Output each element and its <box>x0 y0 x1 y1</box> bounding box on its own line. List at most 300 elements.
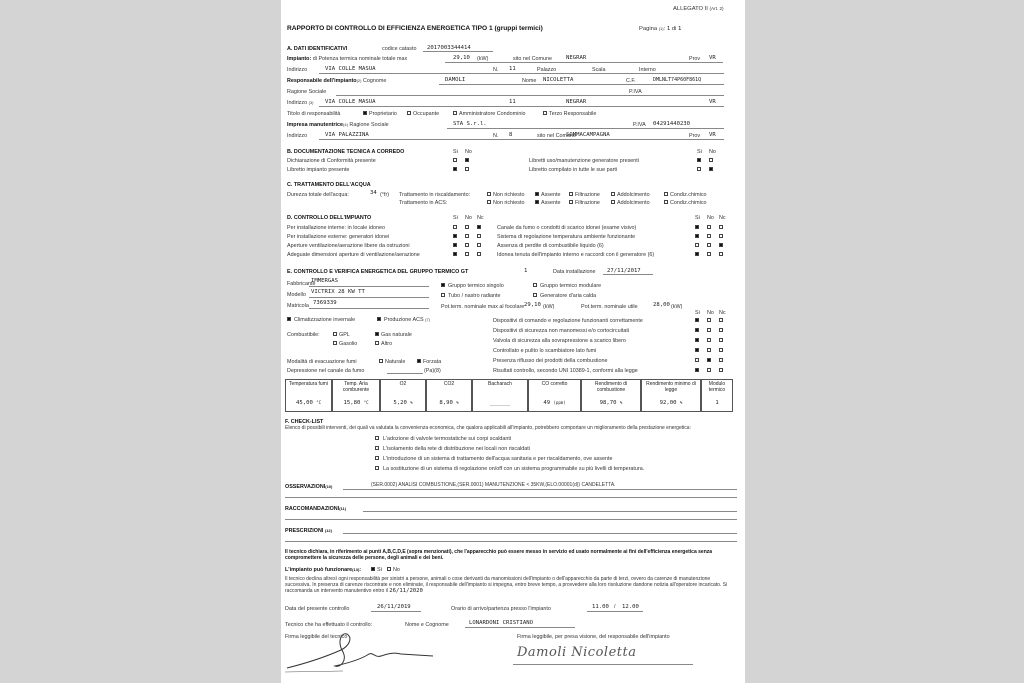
checklist-item: La sostituzione di un sistema di regolazione on/off con un sistema programmabile su più livelli di temperatura. <box>383 466 645 472</box>
clima-label: Climatizzazione invernale <box>294 317 356 323</box>
e-check-item: Valvola di sicurezza alla sovrapressione a scarico libero <box>493 338 626 344</box>
prescrizioni-label <box>285 528 332 534</box>
osservazioni-value: (SER.0002) ANALISI COMBUSTIONE,(SER.0001) MANUTENZIONE < 35KW,(ELO.00001(d)) CANDELETTA. <box>371 482 616 488</box>
d-checkbox[interactable] <box>465 243 469 247</box>
cell-value: 15,80 <box>343 400 361 406</box>
d-checkbox[interactable] <box>707 252 711 256</box>
pot-focolare-value: 29,10 <box>524 302 541 308</box>
d-checkbox[interactable] <box>465 225 469 229</box>
e-checkbox[interactable] <box>695 318 699 322</box>
checklist-item: L'isolamento della rete di distribuzione nei locali non riscaldati <box>383 446 530 452</box>
table-value <box>427 400 471 406</box>
page-num: 1 <box>666 26 671 32</box>
d-checkbox[interactable] <box>719 225 723 229</box>
d-checkbox[interactable] <box>695 234 699 238</box>
date-label: Data del presente controllo <box>285 606 350 612</box>
table-header: Temp. Aria comburente <box>342 381 370 393</box>
impresa-sup: (4) <box>343 122 348 127</box>
address-label: Indirizzo <box>287 67 308 73</box>
impresa-piva-value: 04291440230 <box>653 121 691 127</box>
evac-checkbox[interactable] <box>417 359 421 363</box>
cell-unit: % <box>456 400 459 405</box>
c-opt: Filtrazione <box>575 192 600 198</box>
c-checkbox[interactable] <box>487 200 491 204</box>
c-opt: Condiz.chimico <box>670 192 707 198</box>
d-item-right: Assenza di perdite di combustibile liquido (6) <box>497 243 604 249</box>
d-item-right: Idonea tenuta dell'impianto interno e raccordi con il generatore (6) <box>497 252 655 258</box>
n3-label: N. <box>493 133 499 139</box>
table-cell <box>528 379 581 412</box>
table-value <box>582 400 640 406</box>
e-check-item: Dispositivi di comando e regolazione funzionanti correttamente <box>493 318 643 324</box>
cell-unit: (ppm) <box>553 400 566 405</box>
b-checkbox[interactable] <box>453 167 457 171</box>
impresa-value: STA S.r.l. <box>453 121 487 127</box>
n-label: N. <box>493 67 499 73</box>
address2-text: Indirizzo <box>287 100 308 106</box>
gen-checkbox[interactable] <box>533 293 537 297</box>
plant-row <box>287 56 407 62</box>
address-line <box>319 73 724 74</box>
checkbox-proprietario[interactable] <box>363 111 367 115</box>
table-cell <box>701 379 733 412</box>
table-cell <box>426 379 472 412</box>
d-checkbox[interactable] <box>695 225 699 229</box>
e-checkbox[interactable] <box>695 368 699 372</box>
resp-line <box>439 84 724 85</box>
tecnico-name-label: Nome e Cognome <box>405 622 449 628</box>
address3-line <box>319 139 724 140</box>
b-item-right-1: Libretto compilato in tutte le sue parti <box>529 167 618 173</box>
comb-opt: Gas naturale <box>381 332 412 338</box>
table-value <box>642 400 700 406</box>
ragione-line <box>336 95 724 96</box>
d-checkbox[interactable] <box>477 234 481 238</box>
titolo-label: Titolo di responsabilità <box>287 111 341 117</box>
e-checkbox[interactable] <box>707 328 711 332</box>
c-opt: Non richiesto <box>493 192 525 198</box>
n-value: 11 <box>509 66 516 72</box>
c-checkbox[interactable] <box>611 192 615 196</box>
osservazioni-sup: (10) <box>325 484 333 489</box>
resp-sup: (2) <box>356 78 362 83</box>
raccomandazioni-line <box>363 511 737 512</box>
evac-opt: Forzata <box>423 359 442 365</box>
e-check-item: Presenza riflusso dei prodotti della combustione <box>493 358 608 364</box>
comb-checkbox[interactable] <box>375 332 379 336</box>
orario-sep: / <box>614 604 616 610</box>
c-checkbox[interactable] <box>569 200 573 204</box>
can-operate-yes-checkbox[interactable] <box>371 567 375 571</box>
d-item-left: Aperture ventilazione/aerazione libere da ostruzioni <box>287 243 410 249</box>
e-checkbox[interactable] <box>719 368 723 372</box>
prov-label: Prov <box>689 56 701 62</box>
e-checkbox[interactable] <box>719 318 723 322</box>
name-value: NICOLETTA <box>543 77 574 83</box>
checkbox-occupante[interactable] <box>407 111 411 115</box>
matricola-line <box>309 308 429 309</box>
b-item-left-1: Libretto impianto presente <box>287 167 350 173</box>
install-date-line <box>603 274 653 275</box>
e-checkbox[interactable] <box>695 328 699 332</box>
e-check-item: Dispositivi di sicurezza non manomessi e/o cortocircuitati <box>493 328 630 334</box>
report-title: RAPPORTO DI CONTROLLO DI EFFICIENZA ENERGETICA TIPO 1 (gruppi termici) <box>287 25 543 32</box>
d-col-nc-r: Nc <box>719 215 726 221</box>
d-checkbox[interactable] <box>695 243 699 247</box>
b-si-left: Si <box>453 149 458 155</box>
d-checkbox[interactable] <box>453 252 457 256</box>
c-checkbox[interactable] <box>611 200 615 204</box>
checkbox-amministratore[interactable] <box>453 111 457 115</box>
gen-opt: Gruppo termico singolo <box>448 283 504 289</box>
cell-unit: °C <box>363 400 369 405</box>
table-header: Rendimento di combustione <box>594 381 628 393</box>
e-checkbox[interactable] <box>707 338 711 342</box>
section-c-heading: C. TRATTAMENTO DELL'ACQUA <box>287 182 371 188</box>
impresa-row <box>287 122 389 128</box>
declaration-p1: Il tecnico dichiara, in riferimento ai punti A,B,C,D,E (sopra menzionati), che l'apparecchio può essere messo in servizio ed usato normalmente ai fini dell'efficienza energetica senza compromettere la sicurezza delle persone, degli animali e dei beni. <box>285 549 713 561</box>
cadastre-value: 2017003344414 <box>427 45 471 51</box>
cf-value: DMLNLT74P60F861Q <box>653 77 702 83</box>
evac-checkbox[interactable] <box>379 359 383 363</box>
c-opt: Condiz.chimico <box>670 200 707 206</box>
e-col-si: Si <box>695 310 700 316</box>
scala-label: Scala <box>592 67 606 73</box>
page-total: 1 <box>677 26 682 32</box>
comb-opt: Gasolio <box>339 341 358 347</box>
tecnico-label: Tecnico che ha effettuato il controllo: <box>285 622 373 628</box>
e-checkbox[interactable] <box>707 358 711 362</box>
gen-checkbox[interactable] <box>533 283 537 287</box>
modello-line <box>309 297 429 298</box>
d-checkbox[interactable] <box>465 252 469 256</box>
d-checkbox[interactable] <box>719 243 723 247</box>
report-page <box>281 0 745 683</box>
c-checkbox[interactable] <box>535 192 539 196</box>
resp-row <box>287 78 386 84</box>
cell-unit: °C <box>316 400 322 405</box>
durezza-label: Durezza totale dell'acqua: <box>287 192 349 198</box>
titolo-opt-2: Amministratore Condominio <box>459 111 526 117</box>
e-checkbox[interactable] <box>695 348 699 352</box>
pot-focolare-label: Pot.term. nominale max al focolare <box>441 304 525 310</box>
e-checkbox[interactable] <box>695 338 699 342</box>
cadastre-label: codice catasto <box>382 46 417 52</box>
fabbricante-line <box>309 286 429 287</box>
e-col-nc: Nc <box>719 310 726 316</box>
page-label: Pagina <box>639 26 658 32</box>
next-maintenance-date: 26/11/2020 <box>389 588 423 595</box>
tecnico-line <box>465 627 575 628</box>
evac-opt: Naturale <box>385 359 406 365</box>
cell-value: 8,90 <box>439 400 453 406</box>
d-item-left: Per installazione esterne: generatori idonei <box>287 234 390 240</box>
c-opt: Addolcimento <box>617 192 650 198</box>
n2-value: 11 <box>509 99 516 105</box>
impresa-piva-label: P.IVA <box>633 122 646 128</box>
osservazioni-line <box>343 489 737 490</box>
d-checkbox[interactable] <box>707 243 711 247</box>
address3-value: VIA PALAZZINA <box>325 132 369 138</box>
table-cell <box>472 379 528 412</box>
power-unit: (kW) <box>477 56 489 62</box>
name-label: Nome <box>522 78 537 84</box>
checklist-checkbox[interactable] <box>375 466 379 470</box>
d-checkbox[interactable] <box>719 234 723 238</box>
acs-sup: (7) <box>425 317 430 322</box>
prov3-value: VR <box>709 132 716 138</box>
c-checkbox[interactable] <box>664 192 668 196</box>
cell-unit: % <box>619 400 623 405</box>
e-checkbox[interactable] <box>707 368 711 372</box>
declaration-p2-text: Il tecnico declina altresì ogni responsabilità per sinistri a persone, animali o cose derivanti da manomissioni dell'impianto o dell'apparecchio da parte di terzi, ovvero da carenze di manutenzione successiva. In presenza di carenze riscontrate e non eliminate, il responsabile dell'impianto si impegna, entro breve tempo, a provvedere alla loro risoluzione dandone notizia all'operatore incaricato. Si raccomanda un intervento manutentivo entro il <box>285 576 728 595</box>
d-checkbox[interactable] <box>453 225 457 229</box>
c-row1-label: Trattamento in riscaldamento: <box>399 192 471 198</box>
combustion-table <box>285 379 733 412</box>
d-checkbox[interactable] <box>465 234 469 238</box>
pot-utile-value: 28,00 <box>653 302 670 308</box>
checklist-checkbox[interactable] <box>375 456 379 460</box>
d-checkbox[interactable] <box>453 243 457 247</box>
can-operate-no-checkbox[interactable] <box>387 567 391 571</box>
gen-checkbox[interactable] <box>441 293 445 297</box>
e-check-item: Controllato e pulito lo scambiatore lato fumi <box>493 348 597 354</box>
section-f-heading: F. CHECK-LIST <box>285 419 324 425</box>
table-value <box>702 400 732 406</box>
prov2-value: VR <box>709 99 716 105</box>
osservazioni-text: OSSERVAZIONI <box>285 484 326 490</box>
prescrizioni-sup: (12) <box>324 528 332 533</box>
e-checkbox[interactable] <box>695 358 699 362</box>
durezza-unit: (°fr) <box>380 192 390 198</box>
plant-line <box>445 62 723 63</box>
durezza-value: 34 <box>370 190 377 196</box>
surname-label: Cognome <box>362 78 387 84</box>
orario-label: Orario di arrivo/partenza presso l'impianto <box>451 606 551 612</box>
cell-unit: % <box>679 400 683 405</box>
checklist-item: L'introduzione di un sistema di trattamento dell'acqua sanitaria e per riscaldamento, ove assente <box>383 456 613 462</box>
osservazioni-label <box>285 484 332 490</box>
address2-sup: (3) <box>308 100 314 105</box>
fabbricante-label: Fabbricante <box>287 281 316 287</box>
checklist-intro: Elenco di possibili interventi, dei quali va valutata la convenienza economica, che qualora applicabili all'impianto, potrebbero comportare un miglioramento della prestazione energetica: <box>285 425 691 431</box>
page-of: di <box>671 26 677 32</box>
impresa-ragione-label: Ragione Sociale <box>349 122 389 128</box>
depr-label: Depressione nel canale da fumo <box>287 368 365 374</box>
piva-label: P.IVA <box>629 89 642 95</box>
d-checkbox[interactable] <box>719 252 723 256</box>
modello-value: VICTRIX 28 KW TT <box>311 289 365 295</box>
table-cell <box>332 379 380 412</box>
section-e-heading: E. CONTROLLO E VERIFICA ENERGETICA DEL GRUPPO TERMICO GT <box>287 269 469 275</box>
date-line <box>371 611 421 612</box>
matricola-value: 7369339 <box>313 300 337 306</box>
table-value <box>529 400 580 406</box>
checkbox-terzo-responsabile[interactable] <box>543 111 547 115</box>
c-opt: Non richiesto <box>493 200 525 206</box>
c-checkbox[interactable] <box>664 200 668 204</box>
palazzo-label: Palazzo <box>537 67 557 73</box>
e-checkbox[interactable] <box>719 338 723 342</box>
prov3-label: Prov <box>689 133 701 139</box>
c-checkbox[interactable] <box>535 200 539 204</box>
comune-label: sito nel Comune <box>513 56 552 62</box>
raccomandazioni-sup: (11) <box>339 506 347 511</box>
b-si-right: Si <box>697 149 702 155</box>
table-value: ______ <box>489 400 511 406</box>
technician-signature <box>283 628 443 674</box>
b-checkbox[interactable] <box>465 167 469 171</box>
declaration-p2 <box>285 576 737 595</box>
clima-checkbox[interactable] <box>287 317 291 321</box>
cell-value: 45,00 <box>295 400 313 406</box>
c-opt: Assente <box>541 192 561 198</box>
d-checkbox[interactable] <box>453 234 457 238</box>
prescrizioni-text: PRESCRIZIONI <box>285 528 324 534</box>
comb-checkbox[interactable] <box>333 341 337 345</box>
matricola-label: Matricola <box>287 303 309 309</box>
c-opt: Assente <box>541 200 561 206</box>
b-checkbox[interactable] <box>453 158 457 162</box>
e-checkbox[interactable] <box>719 328 723 332</box>
cell-unit: % <box>410 400 413 405</box>
acs-checkbox[interactable] <box>377 317 381 321</box>
e-check-item: Risultati controllo, secondo UNI 10389-1, conformi alla legge <box>493 368 638 374</box>
raccomandazioni-label <box>285 506 346 512</box>
table-value <box>381 400 425 406</box>
c-checkbox[interactable] <box>569 192 573 196</box>
signature-line <box>513 664 693 665</box>
firma-tecnico-label: Firma leggibile del tecnico <box>285 634 348 640</box>
address2-label <box>287 100 313 106</box>
checklist-item: L'adozione di valvole termostatiche sui corpi scaldanti <box>383 436 512 442</box>
d-item-left: Per installazione interne: in locale idoneo <box>287 225 385 231</box>
table-header: Rendimento minimo di legge <box>646 381 696 393</box>
b-no-right: No <box>709 149 716 155</box>
b-checkbox[interactable] <box>697 158 701 162</box>
table-cell <box>581 379 641 412</box>
table-header: O2 <box>399 381 407 387</box>
e-checkbox[interactable] <box>719 348 723 352</box>
comb-opt: GPL <box>339 332 350 338</box>
e-checkbox[interactable] <box>707 348 711 352</box>
cell-value: 92,00 <box>659 400 677 406</box>
can-operate-sup: (13) <box>352 567 360 572</box>
can-operate-no: No <box>393 567 400 573</box>
interno-label: Interno <box>639 67 656 73</box>
b-checkbox[interactable] <box>697 167 701 171</box>
checklist-checkbox[interactable] <box>375 446 379 450</box>
d-col-no: No <box>465 215 472 221</box>
prescrizioni-line <box>343 533 737 534</box>
cell-value: 98,70 <box>599 400 617 406</box>
d-checkbox[interactable] <box>707 234 711 238</box>
d-col-nc: Nc <box>477 215 484 221</box>
b-checkbox[interactable] <box>465 158 469 162</box>
can-operate-yes: Sì <box>377 567 383 573</box>
prescrizioni-line-2 <box>285 541 737 542</box>
cell-value: 49 <box>543 400 551 406</box>
e-checkbox[interactable] <box>719 358 723 362</box>
comb-checkbox[interactable] <box>333 332 337 336</box>
checklist-checkbox[interactable] <box>375 436 379 440</box>
b-checkbox[interactable] <box>709 167 713 171</box>
b-no-left: No <box>465 149 472 155</box>
e-col-no: No <box>707 310 714 316</box>
c-checkbox[interactable] <box>487 192 491 196</box>
plant-label: Impianto: <box>287 56 312 62</box>
d-checkbox[interactable] <box>695 252 699 256</box>
raccomandazioni-line-2 <box>285 519 737 520</box>
d-col-no-r: No <box>707 215 714 221</box>
ragione-label: Ragione Sociale <box>287 89 327 95</box>
orario-to: 12.00 <box>622 604 639 610</box>
d-checkbox[interactable] <box>477 225 481 229</box>
c-opt: Addolcimento <box>617 200 650 206</box>
acs-label <box>384 317 430 323</box>
can-operate-label: L'impianto può funzionare(13): <box>285 567 362 573</box>
depr-line <box>387 373 423 374</box>
install-date-value: 27/11/2017 <box>607 268 641 274</box>
raccomandazioni-text: RACCOMANDAZIONI <box>285 506 340 512</box>
c-opt: Filtrazione <box>575 200 600 206</box>
d-checkbox[interactable] <box>707 225 711 229</box>
c-row2-label: Trattamento in ACS: <box>399 200 448 206</box>
gen-opt: Generatore d'aria calda <box>540 293 597 299</box>
annex-text: ALLEGATO II <box>673 6 708 12</box>
can-operate-text: L'impianto può funzionare <box>285 567 353 573</box>
annex-label <box>673 6 724 12</box>
resp-label: Responsabile dell'impianto <box>287 78 357 84</box>
table-header: Modulo termico <box>708 381 726 393</box>
comb-label: Combustibile: <box>287 332 320 338</box>
install-date-label: Data installazione <box>553 269 596 275</box>
evac-label: Modalità di evacuazione fumi <box>287 359 357 365</box>
titolo-opt-1: Occupante <box>413 111 440 117</box>
d-checkbox[interactable] <box>477 252 481 256</box>
address-value: VIA COLLE MASUA <box>325 66 376 72</box>
e-checkbox[interactable] <box>707 318 711 322</box>
table-header: CO2 <box>443 381 455 387</box>
gen-opt: Gruppo termico modulare <box>540 283 602 289</box>
gen-checkbox[interactable] <box>441 283 445 287</box>
table-header: CO corretto <box>541 381 568 387</box>
power-value: 29,10 <box>453 55 470 61</box>
d-item-right: Sistema di regolazione temperatura ambiente funzionante <box>497 234 636 240</box>
impresa-label: Impresa manutentrice <box>287 122 344 128</box>
address3-label: Indirizzo <box>287 133 308 139</box>
table-cell <box>641 379 701 412</box>
power-label: di Potenza termica nominale totale max <box>312 56 408 62</box>
fabbricante-value: IMMERGAS <box>311 278 338 284</box>
d-checkbox[interactable] <box>477 243 481 247</box>
cadastre-line <box>423 51 493 52</box>
section-d-heading: D. CONTROLLO DELL'IMPIANTO <box>287 215 372 221</box>
comune3-value: SOMMACAMPAGNA <box>566 132 610 138</box>
annex-art: (Art. 2) <box>709 6 724 11</box>
cf-label: C.F. <box>626 78 636 84</box>
surname-value: DAMOLI <box>445 77 466 83</box>
b-checkbox[interactable] <box>709 158 713 162</box>
comb-checkbox[interactable] <box>375 341 379 345</box>
address2-line <box>319 106 724 107</box>
cell-value: 5,20 <box>393 400 407 406</box>
d-item-right: Canale da fumo o condotti di scarico idonei (esame visivo) <box>497 225 637 231</box>
page-sup: (1) <box>658 26 664 31</box>
table-value <box>286 400 331 406</box>
titolo-opt-0: Proprietario <box>369 111 397 117</box>
page-indicator: Pagina (1): 1 di 1 <box>639 26 682 32</box>
